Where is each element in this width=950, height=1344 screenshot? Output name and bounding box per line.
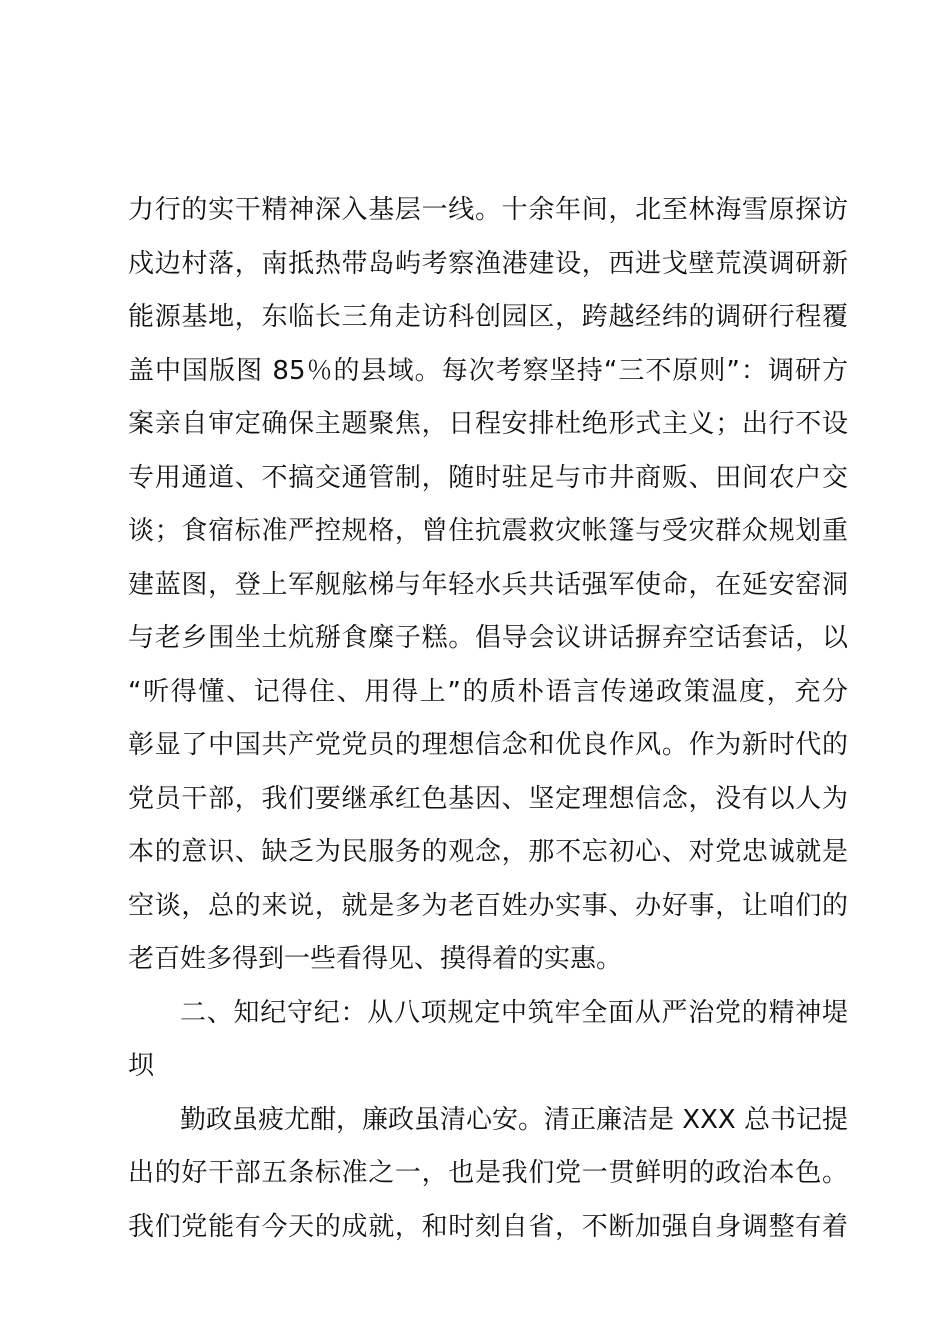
heading-line: 二、知纪守纪：从八项规定中筑牢全面从严治党的精神堤: [180, 997, 848, 1028]
text-line: 党员干部，我们要继承红色基因、坚定理想信念，没有以人为: [128, 783, 848, 814]
text-line: 盖中国版图 85％的县域。每次考察坚持“三不原则”：调研方: [128, 355, 848, 386]
text-line: 力行的实干精神深入基层一线。十余年间，北至林海雪原探访: [128, 195, 848, 225]
text-line: 本的意识、缺乏为民服务的观念，那不忘初心、对党忠诚就是: [128, 837, 848, 867]
text-line: 戍边村落，南抵热带岛屿考察渔港建设，西进戈壁荒漠调研新: [128, 248, 848, 279]
section-heading: [128, 987, 848, 1094]
text-line: 勤政虽疲尤酣，廉政虽清心安。清正廉洁是 XXX 总书记提: [180, 1104, 848, 1135]
text-line: 出的好干部五条标准之一，也是我们党一贯鲜明的政治本色。: [128, 1158, 848, 1188]
text-line: 彰显了中国共产党党员的理想信念和优良作风。作为新时代的: [128, 730, 848, 760]
body-paragraph: [128, 184, 848, 987]
text-line: 空谈，总的来说，就是多为老百姓办实事、办好事，让咱们的: [128, 890, 848, 921]
heading-line: 坝: [128, 1051, 155, 1081]
text-line: 案亲自审定确保主题聚焦，日程安排杜绝形式主义；出行不设: [128, 409, 848, 439]
document-body: [128, 184, 848, 1254]
text-line: 我们党能有今天的成就，和时刻自省，不断加强自身调整有着: [128, 1211, 848, 1242]
text-line: 专用通道、不搞交通管制，随时驻足与市井商贩、田间农户交: [128, 462, 848, 493]
text-line: 建蓝图，登上军舰舷梯与年轻水兵共话强军使命，在延安窑洞: [128, 569, 848, 600]
text-line: 能源基地，东临长三角走访科创园区，跨越经纬的调研行程覆: [128, 302, 848, 332]
text-line: 老百姓多得到一些看得见、摸得着的实惠。: [128, 944, 623, 974]
text-line: 与老乡围坐土炕掰食糜子糕。倡导会议讲话摒弃空话套话，以: [128, 623, 848, 653]
text-line: “听得懂、记得住、用得上”的质朴语言传递政策温度，充分: [128, 676, 848, 707]
text-line: 谈；食宿标准严控规格，曾住抗震救灾帐篷与受灾群众规划重: [128, 516, 848, 546]
body-paragraph: [128, 1094, 848, 1255]
